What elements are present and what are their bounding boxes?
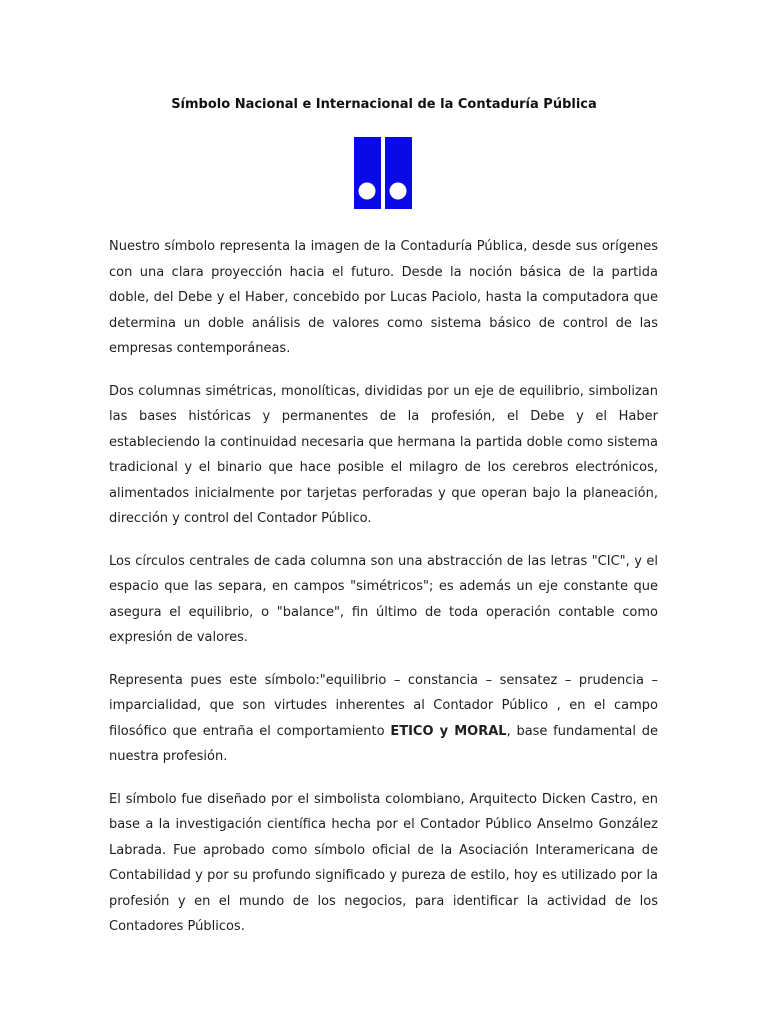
paragraph-4-start: Representa pues este símbolo:"equilibrio – constancia – sensatez – prudencia – imparcialidad, que son virtudes inherentes al Contador Público , en el campo filosófico que entraña el comportamiento — [109, 672, 658, 739]
paragraph-2: Dos columnas simétricas, monolíticas, divididas por un eje de equilibrio, simbolizan las bases históricas y permanentes de la profesión, el Debe y el Haber estableciendo la continuidad necesaria que hermana la partida doble como sistema tradicional y el binario que hace posible el milagro de los cerebros electrónicos, alimentados inicialmente por tarjetas perforadas y que operan bajo la planeación, dirección y control del Contador Público. — [109, 383, 658, 526]
paragraph-4-bold: ETICO y MORAL — [390, 723, 507, 739]
paragraph-1: Nuestro símbolo representa la imagen de la Contaduría Pública, desde sus orígenes con una clara proyección hacia el futuro. Desde la noción básica de la partida doble, del Debe y el Haber, concebido por Lucas Paciolo, hasta la computadora que determina un doble análisis de valores como sistema básico de control de las empresas contemporáneas. — [109, 239, 658, 356]
paragraph-3: Los círculos centrales de cada columna son una abstracción de las letras "CIC", y el espacio que las separa, en campos "simétricos"; es además un eje constante que asegura el equilibrio, o "balance", fin último de toda operación contable como expresión de valores. — [109, 553, 658, 645]
left-circle — [359, 183, 376, 200]
paragraph-5: El símbolo fue diseñado por el simbolista colombiano, Arquitecto Dicken Castro, en base a la investigación científica hecha por el Contador Público Anselmo González Labrada. Fue aprobado como símbolo oficial de la Asociación Interamericana de Contabilidad y por su profundo significado y pureza de estilo, hoy es utilizado por la profesión y en el mundo de los negocios, para identificar la actividad de los Contadores Públicos. — [109, 791, 658, 934]
page-title: Símbolo Nacional e Internacional de la Contaduría Pública — [171, 97, 597, 112]
contaduria-columns-icon — [354, 137, 412, 209]
paragraph-4-end: , base fundamental de nuestra profesión. — [109, 723, 658, 764]
paragraph-4 — [109, 668, 658, 770]
right-circle — [390, 183, 407, 200]
document-body — [109, 234, 658, 957]
